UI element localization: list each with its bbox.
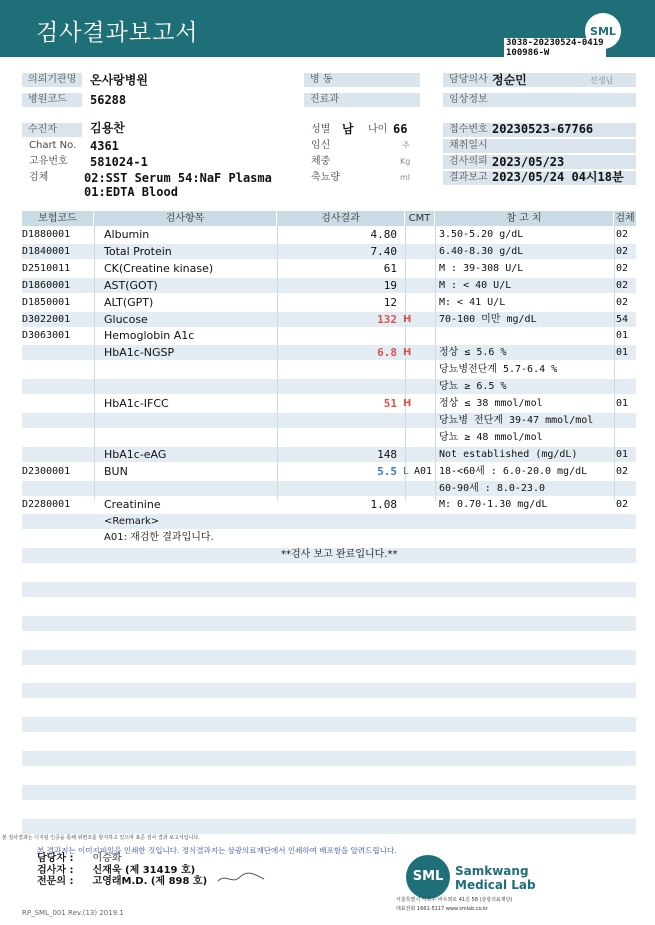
cell-specimen: 54 bbox=[616, 313, 629, 325]
cell-result: 12 bbox=[383, 295, 397, 309]
cell-specimen: 02 bbox=[616, 465, 629, 477]
row-stripe bbox=[22, 616, 636, 631]
dept-label: 진료과 bbox=[304, 93, 420, 107]
column-separator bbox=[94, 211, 95, 501]
cell-code: D3022001 bbox=[22, 313, 71, 325]
report-label: 결과보고 bbox=[443, 171, 636, 185]
row-stripe bbox=[22, 650, 636, 665]
col-test-item: 검사항목 bbox=[94, 211, 277, 226]
cell-result: 7.40 bbox=[370, 244, 397, 258]
doctor-value: 정순민 bbox=[492, 73, 527, 87]
cell-result: 148 bbox=[377, 447, 397, 461]
weight-label: 체중 bbox=[311, 156, 331, 167]
tech-row: 담당자 : 이승화 bbox=[37, 853, 122, 864]
cell-reference: M : < 40 U/L bbox=[439, 279, 512, 291]
cell-code: D3063001 bbox=[22, 330, 71, 342]
cell-specimen: 02 bbox=[616, 262, 629, 274]
report-value: 2023/05/24 04시18분 bbox=[492, 170, 624, 184]
chart-value: 4361 bbox=[90, 139, 119, 153]
remark-text: A01: 재검한 결과입니다. bbox=[104, 532, 214, 543]
cell-code: D2300001 bbox=[22, 465, 71, 477]
hospital-code-label: 병원코드 bbox=[22, 93, 82, 107]
col-result: 검사결과 bbox=[277, 211, 405, 226]
cell-item: Albumin bbox=[104, 228, 150, 241]
cell-code: D1860001 bbox=[22, 279, 71, 291]
specimen-value-2: 01:EDTA Blood bbox=[84, 185, 178, 199]
sml-logo: SML bbox=[583, 11, 623, 51]
cell-item: Glucose bbox=[104, 312, 148, 326]
company-contact: 대표전화 1661-5117 www.smlab.co.kr bbox=[396, 906, 489, 912]
row-stripe bbox=[22, 785, 636, 800]
cell-specimen: 01 bbox=[616, 398, 629, 409]
cell-code: D1840001 bbox=[22, 245, 71, 257]
patient-value: 김용찬 bbox=[90, 121, 125, 135]
cell-specimen: 01 bbox=[616, 347, 629, 359]
institution-label: 의뢰기관명 bbox=[22, 73, 82, 87]
cell-reference: 당뇨 ≥ 6.5 % bbox=[439, 381, 507, 393]
results-table-header bbox=[22, 211, 636, 226]
cell-code: D2510011 bbox=[22, 262, 71, 274]
cell-reference: 70-100 미만 mg/dL bbox=[439, 313, 537, 325]
row-stripe bbox=[22, 379, 636, 394]
cell-item: AST(GOT) bbox=[104, 278, 158, 292]
institution-value: 온사랑병원 bbox=[90, 73, 148, 87]
report-complete: **검사 보고 완료입니다.** bbox=[281, 549, 398, 560]
cell-reference: M : 39-308 U/L bbox=[439, 262, 524, 274]
cell-specimen: 02 bbox=[616, 499, 629, 511]
collect-time-label: 채취일시 bbox=[443, 139, 636, 153]
cell-flag: H bbox=[403, 313, 412, 325]
cell-reference: 3.50-5.20 g/dL bbox=[439, 229, 524, 240]
cell-reference: M: < 41 U/L bbox=[439, 296, 506, 308]
cell-item: HbA1c-IFCC bbox=[104, 397, 169, 410]
cell-specimen: 01 bbox=[616, 330, 629, 342]
row-stripe bbox=[22, 717, 636, 732]
cell-reference: 60-90세 : 8.0-23.0 bbox=[439, 482, 545, 494]
cell-result: 4.80 bbox=[370, 228, 397, 241]
row-stripe bbox=[22, 582, 636, 597]
cell-specimen: 01 bbox=[616, 448, 629, 460]
column-separator bbox=[435, 211, 436, 501]
cell-item: Total Protein bbox=[104, 244, 172, 258]
cell-specimen: 02 bbox=[616, 229, 629, 240]
cell-flag: L bbox=[403, 465, 409, 477]
signature-scribble bbox=[216, 869, 266, 887]
company-address: 서울특별시 서초구 바우뫼로 41길 58 (삼광의료재단) bbox=[396, 897, 513, 903]
col-reference: 참 고 치 bbox=[435, 211, 614, 226]
receipt-value: 20230523-67766 bbox=[492, 122, 594, 136]
cell-reference: 당뇨병 전단계 39-47 mmol/mol bbox=[439, 414, 594, 426]
cell-item: ALT(GPT) bbox=[104, 295, 154, 309]
cell-result: 1.08 bbox=[370, 498, 397, 512]
column-separator bbox=[614, 211, 615, 501]
cell-cmt: A01 bbox=[414, 465, 433, 477]
urine-label: 축뇨량 bbox=[311, 172, 340, 183]
request-label: 검사의뢰 bbox=[443, 155, 636, 169]
age-value: 66 bbox=[393, 122, 408, 136]
cell-result: 5.5 bbox=[377, 464, 397, 478]
col-insurance-code: 보험코드 bbox=[22, 211, 94, 226]
cell-item: CK(Creatine kinase) bbox=[104, 261, 214, 275]
cell-reference: 당뇨병전단계 5.7-6.4 % bbox=[439, 364, 558, 376]
cell-item: Hemoglobin A1c bbox=[104, 329, 195, 343]
cell-specimen: 02 bbox=[616, 296, 629, 308]
row-stripe bbox=[22, 751, 636, 766]
cell-flag: H bbox=[403, 398, 412, 409]
age-label: 나이 bbox=[368, 124, 388, 135]
cell-code: D1850001 bbox=[22, 296, 71, 308]
cell-code: D1880001 bbox=[22, 229, 71, 240]
col-specimen: 검체 bbox=[615, 213, 635, 224]
doctor-label: 담당의사 bbox=[443, 73, 636, 87]
cell-reference: 정상 ≤ 5.6 % bbox=[439, 347, 507, 359]
unique-label: 고유번호 bbox=[29, 156, 68, 167]
doctor-suffix: 선생님 bbox=[590, 76, 614, 85]
cell-item: HbA1c-eAG bbox=[104, 447, 167, 461]
samkwang-logo: SML bbox=[406, 855, 450, 899]
cell-result: 132 bbox=[377, 312, 397, 326]
report-id: 3038-20230524-0419 100986-W bbox=[506, 38, 604, 58]
cell-item: Creatinine bbox=[104, 498, 161, 512]
page-title: 검사결과보고서 bbox=[36, 20, 199, 46]
column-separator bbox=[277, 211, 278, 501]
hospital-code-value: 56288 bbox=[90, 93, 127, 107]
clinical-label: 임상정보 bbox=[443, 93, 636, 107]
urine-unit: ml bbox=[400, 173, 411, 182]
patient-label: 수진자 bbox=[22, 123, 82, 137]
cell-reference: M: 0.70-1.30 mg/dL bbox=[439, 499, 548, 511]
form-number: RP_SML_001 Rev.(13) 2019.1 bbox=[22, 909, 124, 917]
chart-label: Chart No. bbox=[29, 140, 77, 151]
specimen-value-1: 02:SST Serum 54:NaF Plasma bbox=[84, 171, 272, 185]
pregnancy-label: 임신 bbox=[311, 140, 331, 151]
cell-result: 61 bbox=[383, 261, 397, 275]
pregnancy-unit: 주 bbox=[402, 141, 410, 150]
cell-specimen: 02 bbox=[616, 245, 629, 257]
request-value: 2023/05/23 bbox=[492, 155, 565, 169]
cell-result: 51 bbox=[383, 397, 397, 410]
cell-reference: 6.40-8.30 g/dL bbox=[439, 245, 524, 257]
cell-item: BUN bbox=[104, 464, 128, 478]
cell-specimen: 02 bbox=[616, 279, 629, 291]
row-stripe bbox=[22, 819, 636, 834]
inspector-row: 검사자 : 신재욱 (제 31419 호) bbox=[37, 865, 196, 876]
row-stripe bbox=[22, 683, 636, 698]
cell-flag: H bbox=[403, 347, 412, 359]
specialist-row: 전문의 : 고영래M.D. (제 898 호) bbox=[37, 876, 208, 887]
cell-reference: 정상 ≤ 38 mmol/mol bbox=[439, 398, 543, 409]
sex-value: 남 bbox=[342, 122, 354, 136]
receipt-label: 접수번호 bbox=[443, 123, 636, 137]
specimen-label: 검체 bbox=[29, 172, 49, 183]
fine-print: 본 검사결과는 디지털 인증을 통해 위변조를 방지하고 있으며 표준 검사 결과 보고서입니다. bbox=[2, 835, 200, 841]
cell-reference: Not established (mg/dL) bbox=[439, 448, 578, 460]
ward-label: 병 동 bbox=[304, 73, 420, 87]
image-note: 본 결과지는 이미지파일을 인쇄한 것입니다. 정식결과지는 삼광의료재단에서 인쇄하여 배포함을 알려드립니다. bbox=[37, 846, 397, 855]
cell-result: 19 bbox=[383, 278, 397, 292]
cell-reference: 당뇨 ≥ 48 mmol/mol bbox=[439, 431, 543, 443]
col-cmt: CMT bbox=[405, 211, 435, 226]
remark-title: <Remark> bbox=[104, 516, 160, 527]
unique-value: 581024-1 bbox=[90, 155, 148, 169]
cell-reference: 18-<60세 : 6.0-20.0 mg/dL bbox=[439, 465, 588, 477]
cell-item: HbA1c-NGSP bbox=[104, 346, 175, 360]
company-name: Samkwang Medical Lab bbox=[455, 864, 536, 892]
cell-code: D2280001 bbox=[22, 499, 71, 511]
weight-unit: Kg bbox=[400, 157, 411, 166]
sex-label: 성별 bbox=[311, 124, 331, 135]
cell-result: 6.8 bbox=[377, 346, 397, 360]
